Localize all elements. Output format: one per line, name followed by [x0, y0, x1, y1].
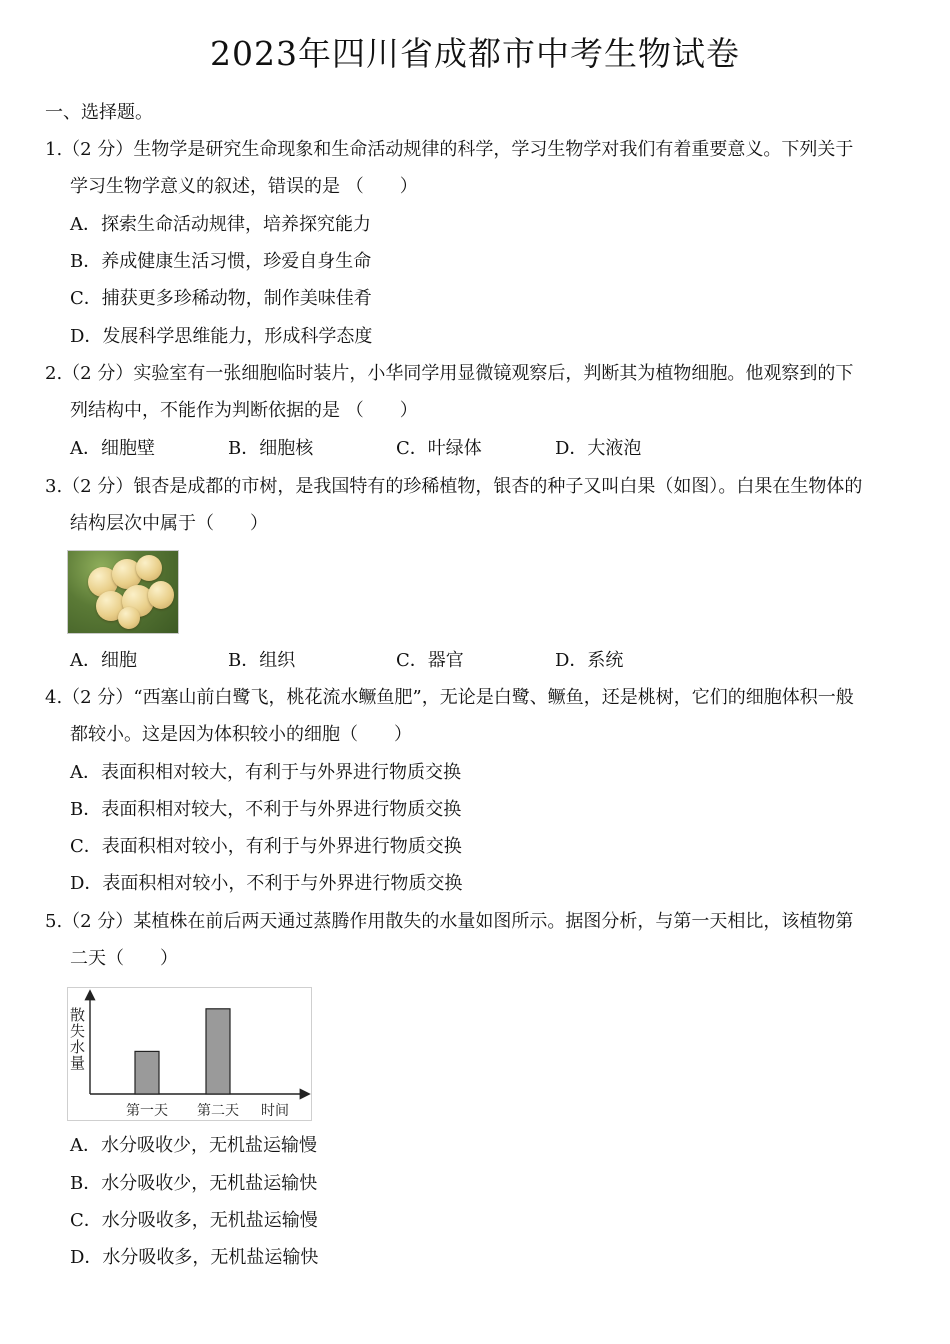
ginkgo-seed	[136, 555, 162, 581]
q4-option-a[interactable]: A．表面积相对较大，有利于与外界进行物质交换	[70, 762, 461, 783]
q5-stem-line2: 二天（ ）	[70, 948, 178, 969]
q5-option-b[interactable]: B．水分吸收少，无机盐运输快	[70, 1173, 318, 1194]
x-tick-label: 第二天	[197, 1103, 239, 1119]
section-heading: 一、选择题。	[45, 102, 153, 123]
bar-2	[206, 1009, 230, 1094]
exam-title: 2023年四川省成都市中考生物试卷	[210, 34, 740, 73]
q3-stem-line2: 结构层次中属于（ ）	[70, 513, 268, 534]
q3-option-d[interactable]: D．系统	[555, 650, 624, 671]
q1-option-d[interactable]: D．发展科学思维能力，形成科学态度	[70, 326, 373, 347]
q5-stem-line1: 5.（2 分）某植株在前后两天通过蒸腾作用散失的水量如图所示。据图分析，与第一天相比，该植物第	[45, 911, 854, 932]
q5-option-a[interactable]: A．水分吸收少，无机盐运输慢	[70, 1135, 317, 1156]
q5-option-d[interactable]: D．水分吸收多，无机盐运输快	[70, 1247, 319, 1268]
x-tick-label: 第一天	[126, 1103, 168, 1119]
bar-1	[135, 1051, 159, 1094]
q4-option-b[interactable]: B．表面积相对较大，不利于与外界进行物质交换	[70, 799, 462, 820]
q2-option-c[interactable]: C．叶绿体	[396, 438, 482, 459]
q2-stem-line1: 2.（2 分）实验室有一张细胞临时装片，小华同学用显微镜观察后，判断其为植物细胞。他观察到的下	[45, 363, 854, 384]
x-axis-label: 时间	[261, 1103, 289, 1119]
q1-stem-line1: 1.（2 分）生物学是研究生命现象和生命活动规律的科学，学习生物学对我们有着重要意义。下列关于	[45, 139, 854, 160]
q1-option-a[interactable]: A．探索生命活动规律，培养探究能力	[70, 214, 371, 235]
q4-option-c[interactable]: C．表面积相对较小，有利于与外界进行物质交换	[70, 836, 462, 857]
q4-stem-line1: 4.（2 分）“西塞山前白鹭飞，桃花流水鳜鱼肥”，无论是白鹭、鳜鱼，还是桃树，它们的细胞体积一般	[45, 687, 854, 708]
q5-option-c[interactable]: C．水分吸收多，无机盐运输慢	[70, 1210, 318, 1231]
ginkgo-seed-photo	[67, 550, 179, 634]
q3-option-a[interactable]: A．细胞	[70, 650, 137, 671]
ginkgo-seed	[118, 607, 140, 629]
q4-option-d[interactable]: D．表面积相对较小，不利于与外界进行物质交换	[70, 873, 463, 894]
q3-option-c[interactable]: C．器官	[396, 650, 464, 671]
q1-option-b[interactable]: B．养成健康生活习惯，珍爱自身生命	[70, 251, 372, 272]
q4-stem-line2: 都较小。这是因为体积较小的细胞（ ）	[70, 724, 412, 745]
q3-stem-line1: 3.（2 分）银杏是成都的市树，是我国特有的珍稀植物，银杏的种子又叫白果（如图）。白果在生物体的	[45, 476, 863, 497]
q3-option-b[interactable]: B．组织	[228, 650, 296, 671]
q2-option-d[interactable]: D．大液泡	[555, 438, 642, 459]
q2-stem-line2: 列结构中，不能作为判断依据的是 （ ）	[70, 400, 418, 421]
q2-option-a[interactable]: A．细胞壁	[70, 438, 155, 459]
water-loss-chart-svg	[68, 988, 311, 1120]
water-loss-chart	[67, 987, 312, 1121]
y-axis-label: 散失水量	[70, 1006, 86, 1072]
q1-stem-line2: 学习生物学意义的叙述，错误的是 （ ）	[70, 176, 418, 197]
q2-option-b[interactable]: B．细胞核	[228, 438, 314, 459]
q1-option-c[interactable]: C．捕获更多珍稀动物，制作美味佳肴	[70, 288, 372, 309]
ginkgo-seed	[148, 581, 174, 609]
